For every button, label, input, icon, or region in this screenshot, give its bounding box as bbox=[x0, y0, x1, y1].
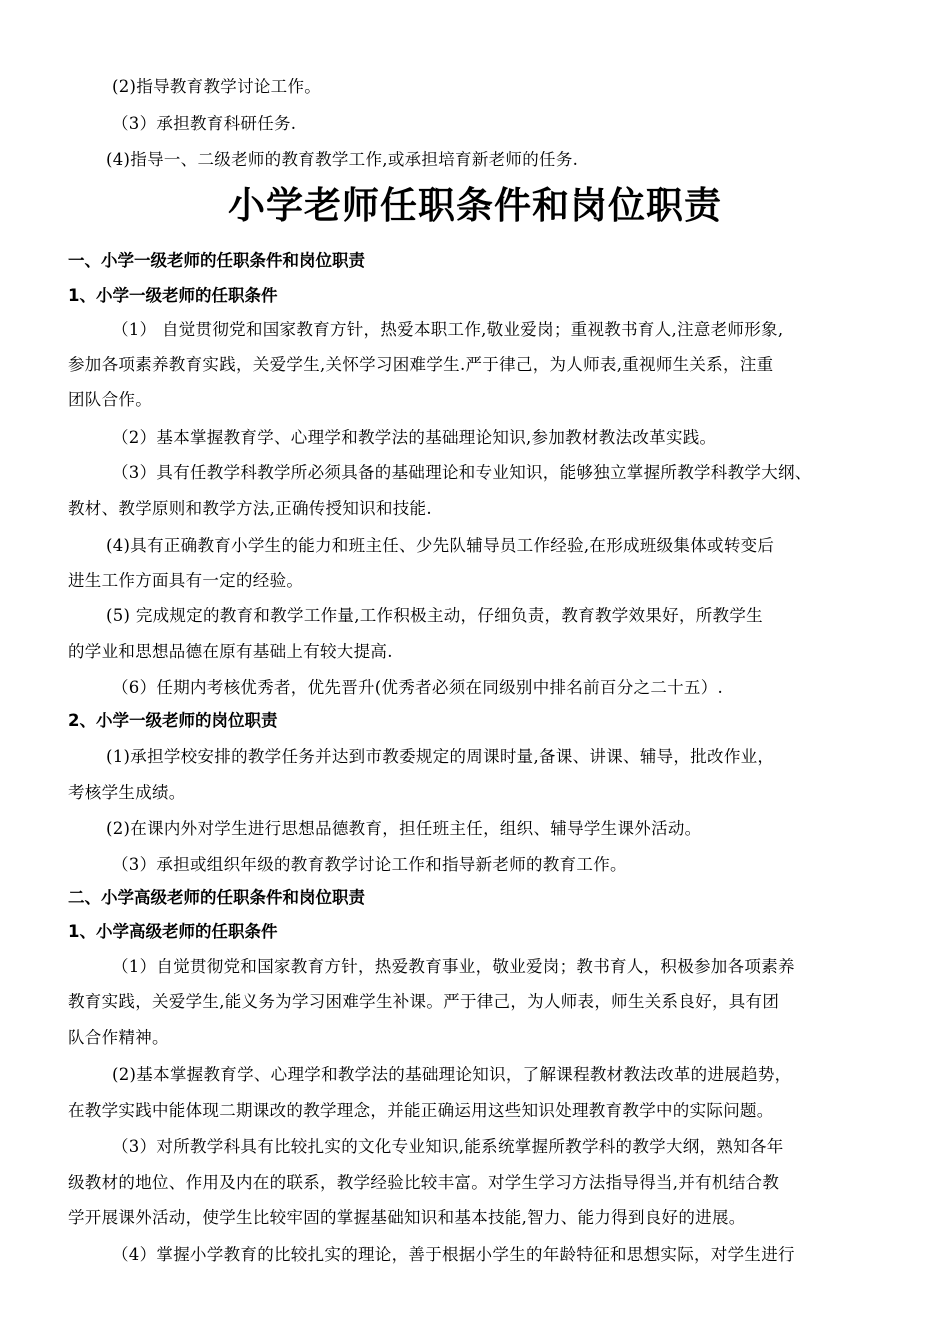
paragraph-line: 学开展课外活动，使学生比较牢固的掌握基础知识和基本技能,智力、能力得到良好的进展。 bbox=[68, 1208, 746, 1227]
duty-item-4: (4)指导一、二级老师的教育教学工作,或承担培育新老师的任务. bbox=[106, 150, 579, 169]
paragraph-line: （3）对所教学科具有比较扎实的文化专业知识,能系统掌握所教学科的教学大纲，熟知各年 bbox=[112, 1137, 784, 1156]
paragraph-line: (2)在课内外对学生进行思想品德教育，担任班主任，组织、辅导学生课外活动。 bbox=[106, 819, 702, 838]
paragraph-line: 参加各项素养教育实践，关爱学生,关怀学习困难学生.严于律己，为人师表,重视师生关系，注重 bbox=[68, 355, 774, 374]
paragraph-line: (4)具有正确教育小学生的能力和班主任、少先队辅导员工作经验,在形成班级集体或转变后 bbox=[106, 536, 775, 555]
paragraph-line: （3）承担或组织年级的教育教学讨论工作和指导新老师的教育工作。 bbox=[112, 855, 627, 874]
paragraph-line: (2)基本掌握教育学、心理学和教学法的基础理论知识，了解课程教材教法改革的进展趋势， bbox=[112, 1065, 792, 1084]
paragraph-line: （4）掌握小学教育的比较扎实的理论，善于根据小学生的年龄特征和思想实际，对学生进行 bbox=[112, 1245, 795, 1264]
paragraph-line: (1)承担学校安排的教学任务并达到市教委规定的周课时量,备课、讲课、辅导，批改作业， bbox=[106, 747, 775, 766]
subsection-heading-1-1: 1、小学一级老师的任职条件 bbox=[68, 286, 278, 305]
paragraph-line: 团队合作。 bbox=[68, 390, 152, 409]
duty-item-2: (2)指导教育教学讨论工作。 bbox=[112, 77, 322, 96]
section-heading-1: 一、小学一级老师的任职条件和岗位职责 bbox=[68, 251, 365, 270]
paragraph-line: 的学业和思想品德在原有基础上有较大提高. bbox=[68, 642, 393, 661]
paragraph-line: (5) 完成规定的教育和教学工作量,工作积极主动，仔细负责，教育教学效果好，所教学生 bbox=[106, 606, 763, 625]
section-heading-2: 二、小学高级老师的任职条件和岗位职责 bbox=[68, 888, 365, 907]
subsection-heading-1-2: 2、小学一级老师的岗位职责 bbox=[68, 711, 278, 730]
paragraph-line: 教材、教学原则和教学方法,正确传授知识和技能. bbox=[68, 499, 432, 518]
page-title: 小学老师任职条件和岗位职责 bbox=[228, 184, 722, 227]
duty-item-3: （3）承担教育科研任务. bbox=[112, 114, 297, 133]
paragraph-line: 队合作精神。 bbox=[68, 1028, 169, 1047]
paragraph-line: 教育实践，关爱学生,能义务为学习困难学生补课。严于律己，为人师表，师生关系良好，具有团 bbox=[68, 992, 780, 1011]
paragraph-line: （1）自觉贯彻党和国家教育方针，热爱教育事业，敬业爱岗；教书育人，积极参加各项素养 bbox=[112, 957, 795, 976]
paragraph-line: （6）任期内考核优秀者，优先晋升(优秀者必须在同级别中排名前百分之二十五）. bbox=[112, 678, 724, 697]
paragraph-line: 进生工作方面具有一定的经验。 bbox=[68, 571, 304, 590]
paragraph-line: （3）具有任教学科教学所必须具备的基础理论和专业知识，能够独立掌握所教学科教学大纲、 bbox=[112, 463, 812, 482]
paragraph-line: 级教材的地位、作用及内在的联系，教学经验比较丰富。对学生学习方法指导得当,并有机结合教 bbox=[68, 1173, 780, 1192]
paragraph-line: （1） 自觉贯彻党和国家教育方针，热爱本职工作,敬业爱岗；重视教书育人,注意老师形象, bbox=[112, 320, 784, 339]
paragraph-line: 在教学实践中能体现二期课改的教学理念，并能正确运用这些知识处理教育教学中的实际问题。 bbox=[68, 1101, 774, 1120]
paragraph-line: 考核学生成绩。 bbox=[68, 783, 186, 802]
paragraph-line: （2）基本掌握教育学、心理学和教学法的基础理论知识,参加教材教法改革实践。 bbox=[112, 428, 717, 447]
subsection-heading-2-1: 1、小学高级老师的任职条件 bbox=[68, 922, 278, 941]
